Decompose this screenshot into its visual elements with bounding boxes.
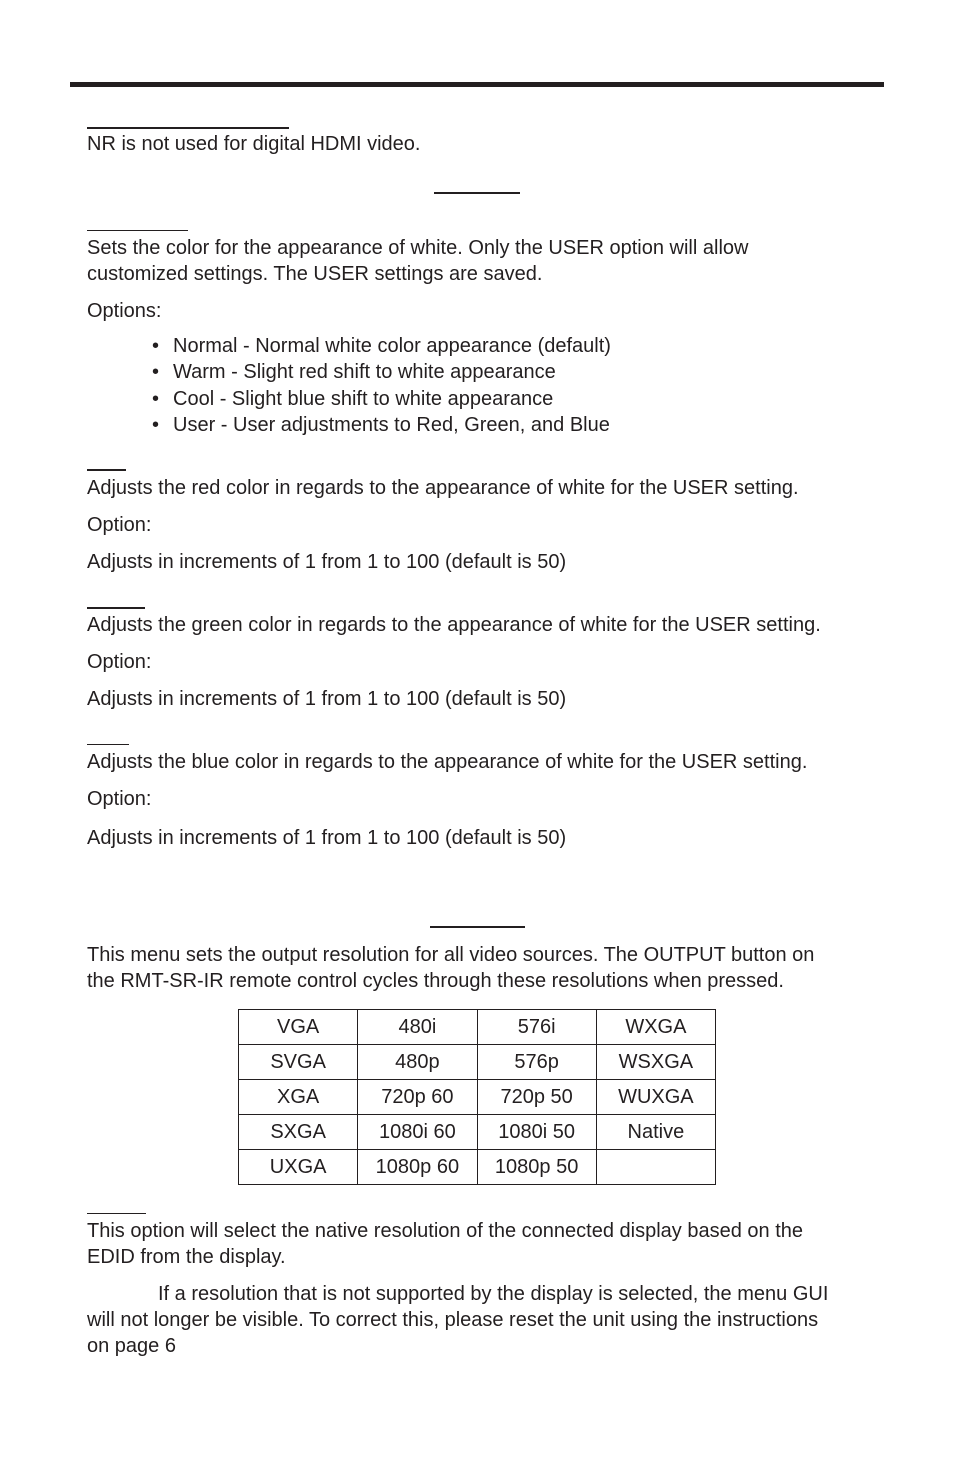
color-temp-options-list: [150, 333, 611, 439]
table-row: [239, 1010, 716, 1045]
table-row: [239, 1045, 716, 1080]
table-cell: 576i: [477, 1010, 596, 1045]
output-heading-underline: [430, 926, 525, 928]
green-option-text: Adjusts in increments of 1 from 1 to 100 (default is 50): [87, 688, 567, 710]
table-cell: 480i: [358, 1010, 477, 1045]
table-cell: 480p: [358, 1045, 477, 1080]
table-cell: VGA: [239, 1010, 358, 1045]
list-item: • Normal - Normal white color appearance (default): [152, 335, 611, 357]
output-description: This menu sets the output resolution for all video sources. The OUTPUT button on: [87, 944, 815, 966]
table-cell: 720p 60: [358, 1080, 477, 1115]
header-rule: [70, 82, 884, 87]
section-heading-underline: [434, 192, 520, 194]
blue-option-label: Option:: [87, 788, 152, 810]
native-note-end: on page 6: [87, 1335, 176, 1357]
resolution-table: [238, 1009, 716, 1185]
nr-text: NR is not used for digital HDMI video.: [87, 133, 421, 155]
green-heading-underline: [87, 607, 145, 609]
table-cell: UXGA: [239, 1150, 358, 1185]
blue-option-text: Adjusts in increments of 1 from 1 to 100 (default is 50): [87, 827, 567, 849]
green-option-label: Option:: [87, 651, 152, 673]
table-cell: 1080i 60: [358, 1115, 477, 1150]
table-cell: WUXGA: [596, 1080, 715, 1115]
table-cell: SVGA: [239, 1045, 358, 1080]
red-heading-underline: [87, 469, 126, 471]
native-description-cont: EDID from the display.: [87, 1246, 286, 1268]
red-option-text: Adjusts in increments of 1 from 1 to 100 (default is 50): [87, 551, 567, 573]
list-item: • Cool - Slight blue shift to white appearance: [152, 387, 554, 410]
color-temp-description: Sets the color for the appearance of white. Only the USER option will allow: [87, 237, 749, 259]
nr-heading-underline: [87, 127, 289, 129]
table-cell: 1080p 50: [477, 1150, 596, 1185]
green-description: Adjusts the green color in regards to the appearance of white for the USER setting.: [87, 614, 821, 636]
table-row: [239, 1115, 716, 1150]
table-cell: 576p: [477, 1045, 596, 1080]
table-cell: 1080i 50: [477, 1115, 596, 1150]
table-row: [239, 1150, 716, 1185]
color-temp-options-label: Options:: [87, 300, 162, 322]
native-description: This option will select the native resolution of the connected display based on the: [87, 1220, 803, 1242]
table-cell: SXGA: [239, 1115, 358, 1150]
output-description-cont: the RMT-SR-IR remote control cycles through these resolutions when pressed.: [87, 970, 784, 992]
list-item: • User - User adjustments to Red, Green, and Blue: [152, 414, 610, 437]
table-cell: 1080p 60: [358, 1150, 477, 1185]
color-temp-heading-underline: [87, 230, 188, 231]
table-cell: WXGA: [596, 1010, 715, 1045]
table-row: [239, 1080, 716, 1115]
table-cell: Native: [596, 1115, 715, 1150]
table-cell: [596, 1150, 715, 1185]
table-cell: WSXGA: [596, 1045, 715, 1080]
red-option-label: Option:: [87, 514, 152, 536]
color-temp-description-cont: customized settings. The USER settings are saved.: [87, 263, 543, 285]
list-item: • Warm - Slight red shift to white appearance: [152, 361, 556, 384]
native-note: If a resolution that is not supported by the display is selected, the menu GUI: [158, 1283, 829, 1305]
table-cell: 720p 50: [477, 1080, 596, 1115]
blue-description: Adjusts the blue color in regards to the appearance of white for the USER setting.: [87, 751, 808, 773]
native-heading-underline: [87, 1213, 146, 1214]
native-note-cont: will not longer be visible. To correct this, please reset the unit using the instructions: [87, 1309, 819, 1331]
table-cell: XGA: [239, 1080, 358, 1115]
red-description: Adjusts the red color in regards to the appearance of white for the USER setting.: [87, 477, 799, 499]
blue-heading-underline: [87, 744, 129, 745]
